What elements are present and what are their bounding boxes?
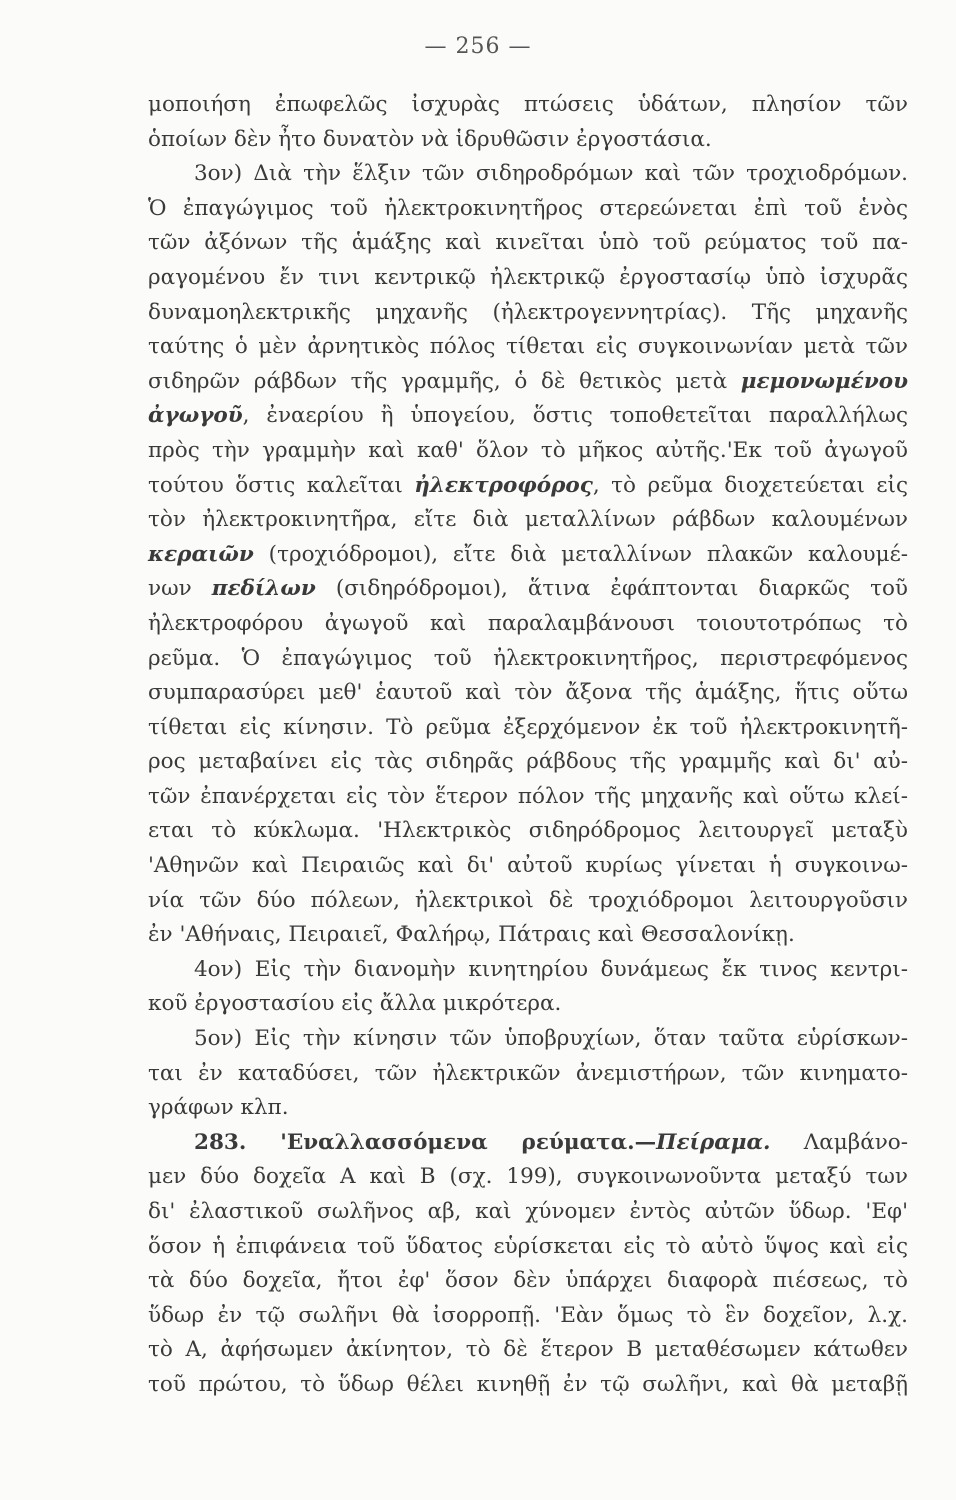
body-text bbox=[148, 88, 908, 1403]
section-title: 283. 'Εναλλασσόμενα ρεύματα.— bbox=[194, 1129, 657, 1155]
text-line bbox=[148, 365, 908, 400]
emphasis-term: Πείραμα. bbox=[656, 1129, 771, 1155]
text-line: μεν δύο δοχεῖα Α καὶ Β (σχ. 199), συγκοινωνοῦντα μεταξύ των bbox=[148, 1164, 908, 1190]
text-line: ὅσον ἡ ἐπιφάνεια τοῦ ὕδατος εὑρίσκεται εἰς τὸ αὐτὸ ὕψος καὶ εἰς bbox=[148, 1233, 908, 1259]
text-line: ὕδωρ ἐν τῷ σωλῆνι θὰ ἰσορροπῇ. 'Εὰν ὅμως τὸ ἓν δοχεῖον, λ.χ. bbox=[148, 1302, 908, 1328]
text-line: 'Αθηνῶν καὶ Πειραιῶς καὶ δι' αὐτοῦ κυρίως γίνεται ἡ συγκοινω- bbox=[148, 853, 908, 879]
text-line: συμπαρασύρει μεθ' ἑαυτοῦ καὶ τὸν ἄξονα τῆς ἁμάξης, ἥτις οὕτω bbox=[148, 680, 908, 706]
text-line: τῶν ἀξόνων τῆς ἁμάξης καὶ κινεῖται ὑπὸ τοῦ ρεύματος τοῦ πα- bbox=[148, 230, 908, 256]
text-line: ται ἐν καταδύσει, τῶν ἠλεκτρικῶν ἀνεμιστήρων, τῶν κινηματο- bbox=[148, 1060, 908, 1086]
text-line: εται τὸ κύκλωμα. 'Ηλεκτρικὸς σιδηρόδρομος λειτουργεῖ μεταξὺ bbox=[148, 818, 908, 844]
text-line: Ὁ ἐπαγώγιμος τοῦ ἠλεκτροκινητῆρος στερεώνεται ἐπὶ τοῦ ἑνὸς bbox=[148, 195, 908, 221]
emphasis-term: ἀγωγοῦ bbox=[148, 403, 243, 429]
text-line: ραγομένου ἔν τινι κεντρικῷ ἠλεκτρικῷ ἐργοστασίῳ ὑπὸ ἰσχυρᾶς bbox=[148, 264, 908, 290]
text-run: τούτου ὅστις καλεῖται bbox=[148, 472, 415, 498]
text-line: τὰ δύο δοχεῖα, ἤτοι ἐφ' ὅσον δὲν ὑπάρχει διαφορὰ πιέσεως, τὸ bbox=[148, 1268, 908, 1294]
text-line: κοῦ ἐργοστασίου εἰς ἄλλα μικρότερα. bbox=[148, 991, 562, 1017]
text-line: 4ον) Εἰς τὴν διανομὴν κινητηρίου δυνάμεως ἔκ τινος κεντρι- bbox=[194, 956, 908, 982]
text-line: μοποιήση ἐπωφελῶς ἰσχυρὰς πτώσεις ὑδάτων, πλησίον τῶν bbox=[148, 92, 908, 117]
text-line: ταύτης ὁ μὲν ἀρνητικὸς πόλος τίθεται εἰς συγκοινωνίαν μετὰ τῶν bbox=[148, 334, 908, 360]
text-line bbox=[148, 572, 908, 607]
text-run: , ἐναερίου ἢ ὑπογείου, ὅστις τοποθετεῖται παραλλήλως bbox=[242, 403, 908, 429]
text-line: τὸ Α, ἀφήσωμεν ἀκίνητον, τὸ δὲ ἕτερον Β μεταθέσωμεν κάτωθεν bbox=[148, 1337, 908, 1363]
emphasis-term: μεμονωμένου bbox=[740, 368, 908, 394]
text-run: Λαμβάνο- bbox=[770, 1129, 908, 1155]
text-line: ἠλεκτροφόρου ἀγωγοῦ καὶ παραλαμβάνουσι τοιουτοτρόπως τὸ bbox=[148, 610, 908, 636]
text-line: νία τῶν δύο πόλεων, ἠλεκτρικοὶ δὲ τροχιόδρομοι λειτουργοῦσιν bbox=[148, 887, 908, 913]
text-line: γράφων κλπ. bbox=[148, 1095, 289, 1121]
emphasis-term: πεδίλων bbox=[211, 576, 316, 602]
text-line: τοῦ πρώτου, τὸ ὕδωρ θέλει κινηθῇ ἐν τῷ σωλῆνι, καὶ θὰ μεταβῇ bbox=[148, 1371, 908, 1397]
text-line: 5ον) Εἰς τὴν κίνησιν τῶν ὑποβρυχίων, ὅταν ταῦτα εὑρίσκων- bbox=[194, 1026, 908, 1052]
text-line: τῶν ἐπανέρχεται εἰς τὸν ἕτερον πόλον τῆς μηχανῆς καὶ οὕτω κλεί- bbox=[148, 783, 908, 809]
text-line bbox=[148, 469, 908, 504]
section-heading bbox=[148, 1126, 908, 1161]
text-line: τίθεται εἰς κίνησιν. Τὸ ρεῦμα ἐξερχόμενον ἐκ τοῦ ἠλεκτροκινητῆ- bbox=[148, 714, 908, 740]
text-run: νων bbox=[148, 576, 212, 602]
text-line: δι' ἐλαστικοῦ σωλῆνος αβ, καὶ χύνομεν ἐντὸς αὐτῶν ὕδωρ. 'Εφ' bbox=[148, 1199, 908, 1224]
text-run: , τὸ ρεῦμα διοχετεύεται εἰς bbox=[592, 472, 908, 498]
text-line: ἐν 'Αθήναις, Πειραιεῖ, Φαλήρῳ, Πάτραις καὶ Θεσσαλονίκῃ. bbox=[148, 922, 795, 948]
emphasis-term: κεραιῶν bbox=[148, 541, 254, 567]
text-line: δυναμοηλεκτρικῆς μηχανῆς (ἠλεκτρογεννητρίας). Τῆς μηχανῆς bbox=[148, 299, 908, 325]
text-line: τὸν ἠλεκτροκινητῆρα, εἴτε διὰ μεταλλίνων ράβδων καλουμένων bbox=[148, 507, 908, 533]
text-line: ὁποίων δὲν ἦτο δυνατὸν νὰ ἱδρυθῶσιν ἐργοστάσια. bbox=[148, 126, 712, 152]
page-number: — 256 — bbox=[424, 34, 532, 59]
text-run: (σιδηρόδρομοι), ἅτινα ἐφάπτονται διαρκῶς τοῦ bbox=[315, 576, 908, 602]
text-line: 3ον) Διὰ τὴν ἕλξιν τῶν σιδηροδρόμων καὶ τῶν τροχιοδρόμων. bbox=[194, 161, 908, 187]
text-line: ρος μεταβαίνει εἰς τὰς σιδηρᾶς ράβδους τῆς γραμμῆς καὶ δι' αὐ- bbox=[148, 749, 908, 775]
text-line: πρὸς τὴν γραμμὴν καὶ καθ' ὅλον τὸ μῆκος αὐτῆς.'Εκ τοῦ ἀγωγοῦ bbox=[148, 437, 908, 463]
text-line bbox=[148, 538, 908, 573]
text-line: ρεῦμα. Ὁ ἐπαγώγιμος τοῦ ἠλεκτροκινητῆρος, περιστρεφόμενος bbox=[148, 645, 908, 671]
text-line bbox=[148, 399, 908, 434]
text-run: (τροχιόδρομοι), εἴτε διὰ μεταλλίνων πλακῶν καλουμέ- bbox=[253, 541, 908, 567]
emphasis-term: ἠλεκτροφόρος bbox=[414, 472, 593, 498]
text-run: σιδηρῶν ράβδων τῆς γραμμῆς, ὁ δὲ θετικὸς μετὰ bbox=[148, 368, 741, 394]
